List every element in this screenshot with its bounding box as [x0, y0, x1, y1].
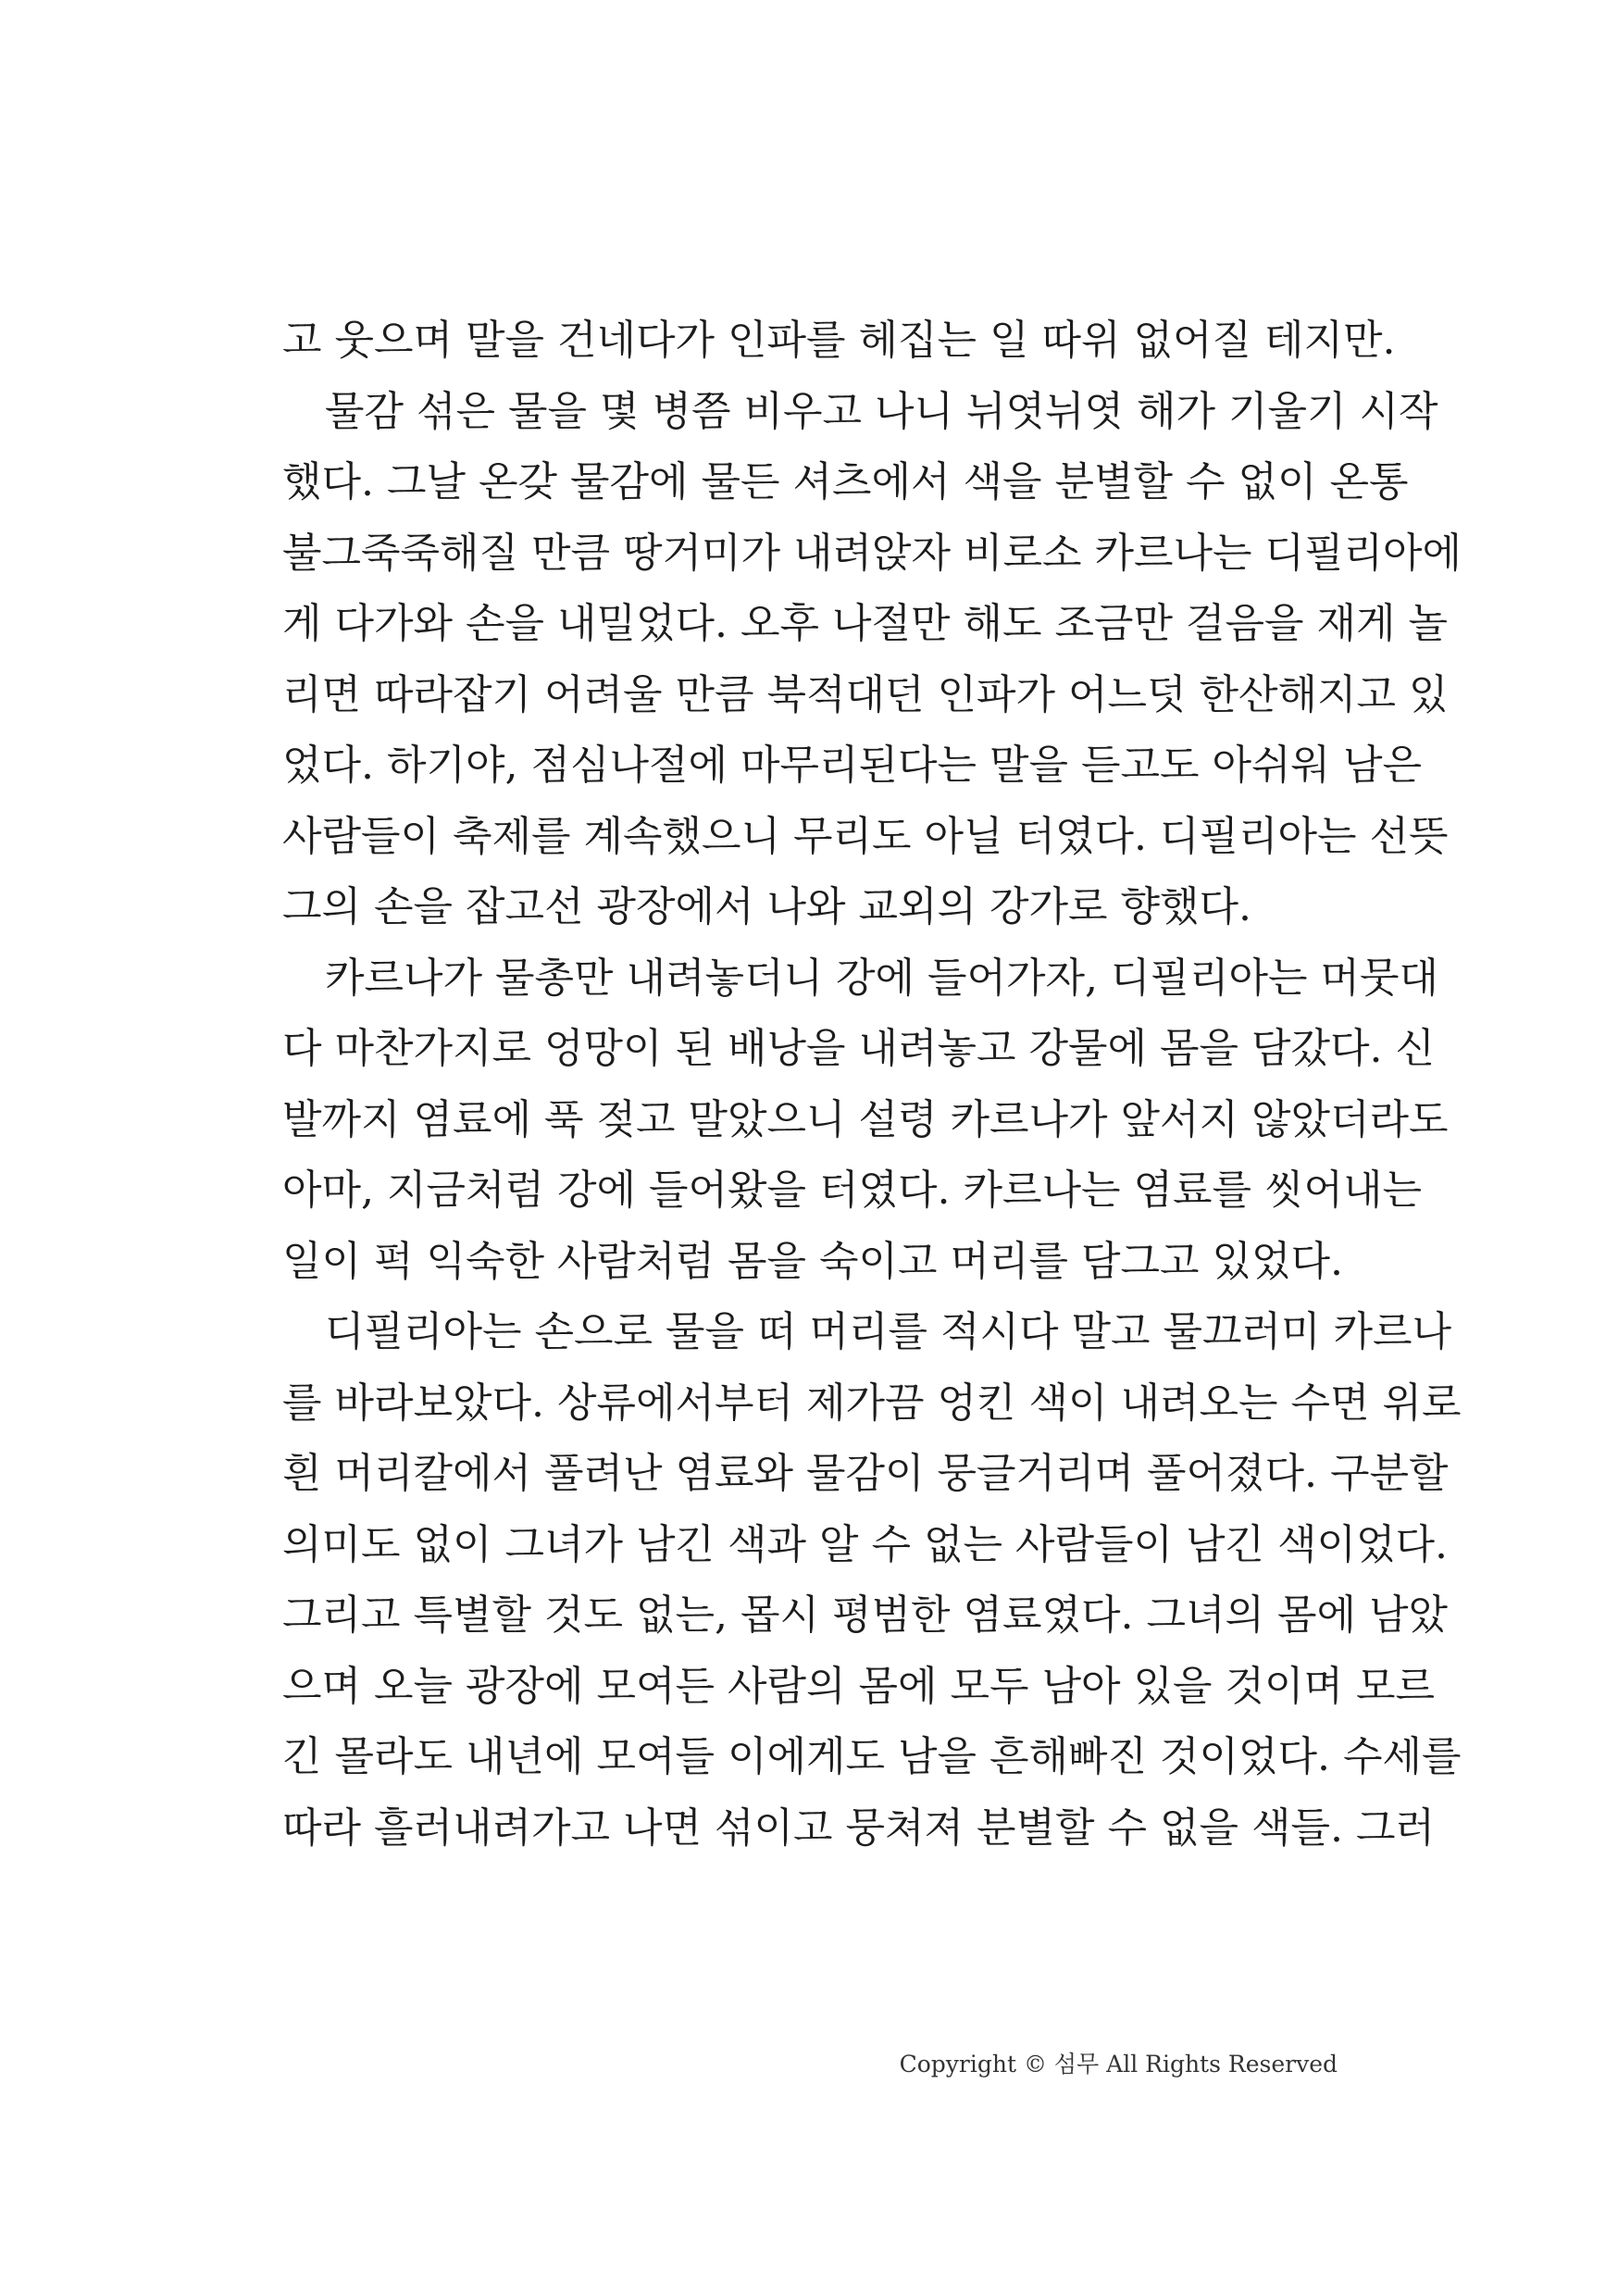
text-line: 다 마찬가지로 엉망이 된 배낭을 내려놓고 강물에 몸을 담갔다. 신: [282, 1025, 1435, 1072]
text-line: 리면 따라잡기 어려울 만큼 북적대던 인파가 어느덧 한산해지고 있: [282, 670, 1449, 718]
text-line: 긴 몰라도 내년에 모여들 이에게도 남을 흔해빠진 것이었다. 수세를: [282, 1733, 1462, 1780]
text-line: 게 다가와 손을 내밀었다. 오후 나절만 해도 조금만 걸음을 재게 놀: [282, 600, 1448, 647]
text-line: 사람들이 축제를 계속했으니 무리도 아닐 터였다. 디필리아는 선뜻: [282, 812, 1449, 860]
text-line: 일이 퍽 익숙한 사람처럼 몸을 숙이고 머리를 담그고 있었다.: [282, 1237, 1343, 1285]
text-line: 으며 오늘 광장에 모여든 사람의 몸에 모두 남아 있을 것이며 모르: [282, 1662, 1435, 1710]
text-line: 디필리아는 손으로 물을 떠 머리를 적시다 말고 물끄러미 카르나: [325, 1308, 1451, 1355]
text-line: 물감 섞은 물을 몇 병쯤 비우고 나니 뉘엿뉘엿 해가 기울기 시작: [325, 387, 1438, 435]
text-line: 흰 머리칼에서 풀려난 염료와 물감이 뭉글거리며 풀어졌다. 구분할: [282, 1450, 1449, 1497]
text-line: 그리고 특별할 것도 없는, 몹시 평범한 염료였다. 그녀의 몸에 남았: [282, 1591, 1448, 1639]
body-text: [282, 306, 1462, 1864]
text-line: 를 바라보았다. 상류에서부터 제가끔 엉킨 색이 내려오는 수면 위로: [282, 1379, 1462, 1427]
text-line: 카르나가 물총만 내려놓더니 강에 들어가자, 디필리아는 머뭇대: [325, 954, 1439, 1002]
text-line: 했다. 그날 온갖 물감에 물든 셔츠에서 색을 분별할 수 없이 온통: [282, 458, 1409, 505]
text-line: 불그죽죽해질 만큼 땅거미가 내려앉자 비로소 카르나는 디필리아에: [282, 529, 1462, 577]
text-line: 었다. 하기야, 점심나절에 마무리된다는 말을 듣고도 아쉬워 남은: [282, 742, 1422, 789]
text-line: 발까지 염료에 푹 젖고 말았으니 설령 카르나가 앞서지 않았더라도: [282, 1095, 1449, 1143]
copyright-notice: Copyright © 섬무 All Rights Reserved: [899, 2051, 1338, 2078]
text-line: 그의 손을 잡고선 광장에서 나와 교외의 강가로 향했다.: [282, 883, 1251, 930]
text-line: 의미도 없이 그녀가 남긴 색과 알 수 없는 사람들이 남긴 색이었다.: [282, 1520, 1448, 1568]
text-line: 고 웃으며 말을 건네다가 인파를 헤집는 일 따위 없어질 테지만.: [282, 317, 1396, 364]
text-line: 아마, 지금처럼 강에 들어왔을 터였다. 카르나는 염료를 씻어내는: [282, 1167, 1422, 1214]
text-line: 따라 흘러내려가고 나면 섞이고 뭉쳐져 분별할 수 없을 색들. 그러: [282, 1803, 1435, 1852]
